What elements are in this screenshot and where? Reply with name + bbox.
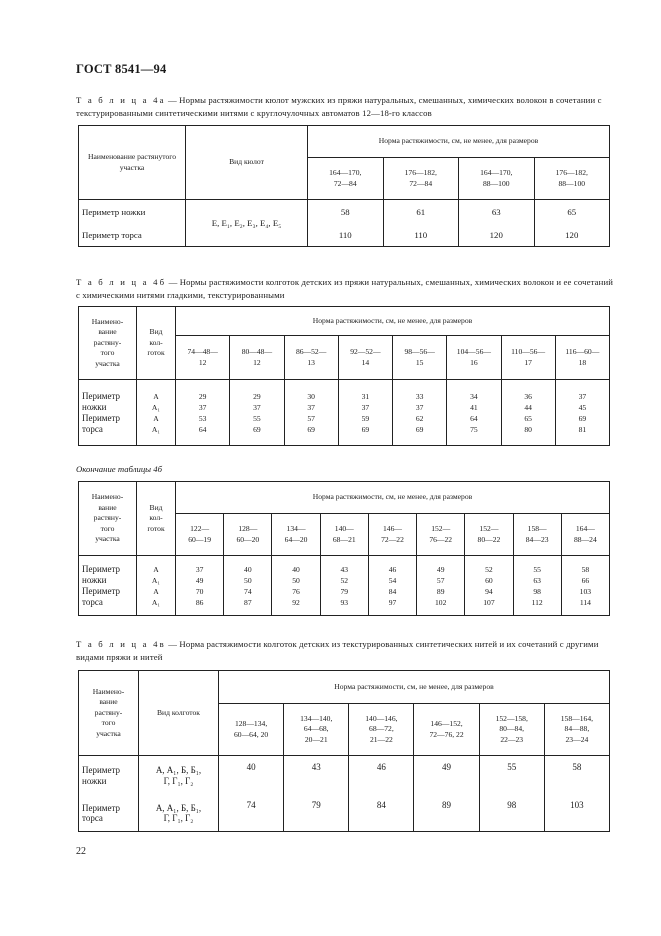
col-header-type: Вид кюлот — [186, 126, 308, 200]
size-header: 122— 60—19 — [176, 514, 224, 556]
value-column: 40 50 76 92 — [272, 556, 320, 616]
value-column: 49 57 89 102 — [417, 556, 465, 616]
col-header-name: Наименование растянутого участка — [79, 126, 186, 200]
size-header: 110—56— 17 — [501, 336, 555, 380]
col-header-name: Наимено- вание растяну- того участка — [79, 671, 139, 756]
col-header-type: Вид колготок — [139, 671, 219, 756]
value-cell: 98 — [479, 796, 544, 832]
value-cell: 49 — [414, 756, 479, 796]
size-header: 92—52— 14 — [338, 336, 392, 380]
value-cell: 55 — [479, 756, 544, 796]
table-4a-caption: Т а б л и ц а 4а — Нормы растяжимости кюлот мужских из пряжи натуральных, смешанных, химических волокон в сочетании с текстурированными синтетическими нитями с круглочулочных автоматов 12—18-го классов — [76, 95, 602, 118]
table-4v — [78, 670, 610, 832]
value-column: 55 63 98 112 — [513, 556, 561, 616]
size-header: 128— 60—20 — [224, 514, 272, 556]
page-number: 22 — [76, 846, 86, 857]
size-header: 164—170, 72—84 — [308, 158, 384, 200]
col-header-name: Наимено- вание растяну- того участка — [79, 307, 137, 380]
value-cell: 89 — [414, 796, 479, 832]
size-header: 146— 72—22 — [368, 514, 416, 556]
size-header: 164— 88—24 — [561, 514, 609, 556]
value-column: 29 37 55 69 — [230, 380, 284, 446]
table-4v-caption: Т а б л и ц а 4в — Норма растяжимости колготок детских из текстурированных синтетических нитей и их сочетаний с другими видами пряжи и нитей — [76, 639, 599, 662]
size-header: 146—152, 72—76, 22 — [414, 704, 479, 756]
size-header: 74—48— 12 — [176, 336, 230, 380]
size-header: 158— 84—23 — [513, 514, 561, 556]
value-cell: 103 — [544, 796, 609, 832]
value-column: 31 37 59 69 — [338, 380, 392, 446]
type-cell: А А₁ А А₁ — [137, 380, 176, 446]
size-header: 140— 68—21 — [320, 514, 368, 556]
table-4b-continuation — [78, 481, 610, 616]
size-header: 128—134, 60—64, 20 — [219, 704, 284, 756]
value-cell: 63 — [459, 200, 535, 225]
col-header-type: Вид кол- готок — [137, 307, 176, 380]
size-header: 176—182, 72—84 — [383, 158, 459, 200]
value-cell: 79 — [284, 796, 349, 832]
value-cell: 61 — [383, 200, 459, 225]
size-header: 116—60— 18 — [555, 336, 609, 380]
value-cell: 65 — [534, 200, 610, 225]
type-cell: Е, Е₁, Е₂, Е₃, Е₄, Е₅ — [186, 200, 308, 247]
value-cell: 110 — [383, 225, 459, 247]
value-cell: 43 — [284, 756, 349, 796]
value-column: 34 41 64 75 — [447, 380, 501, 446]
value-column: 37 45 69 81 — [555, 380, 609, 446]
size-header: 158—164, 84—88, 23—24 — [544, 704, 609, 756]
col-header-norm: Норма растяжимости, см, не менее, для размеров — [176, 307, 610, 336]
size-header: 80—48— 12 — [230, 336, 284, 380]
size-header: 152—158, 80—84, 22—23 — [479, 704, 544, 756]
row-labels: Периметр ножки Периметр торса — [79, 556, 137, 616]
size-header: 98—56— 15 — [393, 336, 447, 380]
col-header-type: Вид кол- готок — [137, 482, 176, 556]
value-column: 36 44 65 80 — [501, 380, 555, 446]
value-column: 40 50 74 87 — [224, 556, 272, 616]
value-cell: 58 — [544, 756, 609, 796]
document-header: ГОСТ 8541—94 — [76, 62, 167, 76]
value-column: 43 52 79 93 — [320, 556, 368, 616]
value-cell: 74 — [219, 796, 284, 832]
value-column: 46 54 84 97 — [368, 556, 416, 616]
col-header-norm: Норма растяжимости, см, не менее, для размеров — [308, 126, 610, 158]
size-header: 164—170, 88—100 — [459, 158, 535, 200]
value-column: 33 37 62 69 — [393, 380, 447, 446]
value-cell: 110 — [308, 225, 384, 247]
value-cell: 58 — [308, 200, 384, 225]
col-header-name: Наимено- вание растяну- того участка — [79, 482, 137, 556]
size-header: 152— 76—22 — [417, 514, 465, 556]
value-column: 29 37 53 64 — [176, 380, 230, 446]
value-column: 52 60 94 107 — [465, 556, 513, 616]
col-header-norm: Норма растяжимости, см, не менее, для размеров — [176, 482, 610, 514]
size-header: 104—56— 16 — [447, 336, 501, 380]
type-cell: А А₁ А А₁ — [137, 556, 176, 616]
size-header: 134—140, 64—68, 20—21 — [284, 704, 349, 756]
size-header: 86—52— 13 — [284, 336, 338, 380]
row-label: Периметр торса — [79, 796, 139, 832]
size-header: 140—146, 68—72, 21—22 — [349, 704, 414, 756]
value-column: 37 49 70 86 — [176, 556, 224, 616]
type-cell: А, А₁, Б, Б₁, Г, Г₁, Г₂ — [139, 796, 219, 832]
value-column: 58 66 103 114 — [561, 556, 609, 616]
table-4a — [78, 125, 610, 247]
row-labels: Периметр ножки Периметр торса — [79, 380, 137, 446]
continuation-title: Окончание таблицы 4б — [76, 464, 162, 474]
table-4b-caption: Т а б л и ц а 4б — Нормы растяжимости колготок детских из пряжи натуральных, смешанных, химических волокон и ее сочетаний с химическими нитями гладкими, текстурированными — [76, 277, 614, 300]
table-4b — [78, 306, 610, 446]
size-header: 176—182, 88—100 — [534, 158, 610, 200]
row-label: Периметр ножки — [79, 756, 139, 796]
type-cell: А, А₁, Б, Б₁, Г, Г₁, Г₂ — [139, 756, 219, 796]
size-header: 152— 80—22 — [465, 514, 513, 556]
value-cell: 120 — [459, 225, 535, 247]
col-header-norm: Норма растяжимости, см, не менее, для размеров — [219, 671, 610, 704]
row-label: Периметр ножки — [79, 200, 186, 225]
value-cell: 40 — [219, 756, 284, 796]
value-column: 30 37 57 69 — [284, 380, 338, 446]
value-cell: 46 — [349, 756, 414, 796]
value-cell: 84 — [349, 796, 414, 832]
row-label: Периметр торса — [79, 225, 186, 247]
size-header: 134— 64—20 — [272, 514, 320, 556]
value-cell: 120 — [534, 225, 610, 247]
